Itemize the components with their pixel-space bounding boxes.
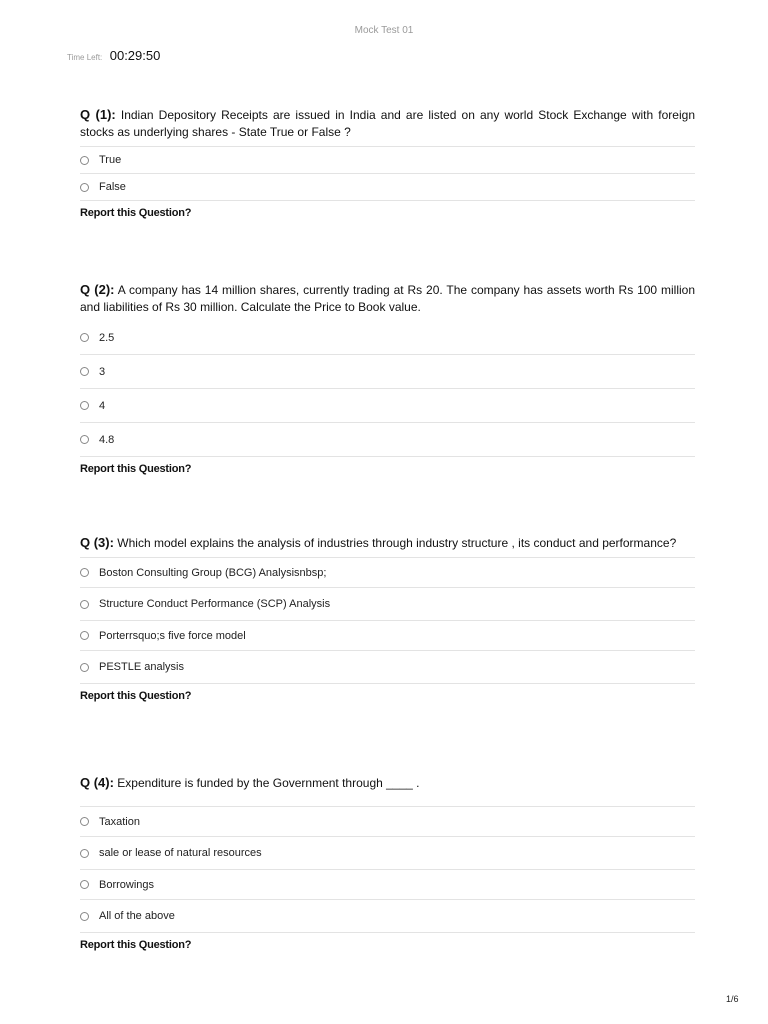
radio-icon[interactable] [80,912,89,921]
page-number: 1/6 [726,994,739,1004]
question-body: Which model explains the analysis of industries through industry structure , its conduct and performance? [117,536,677,550]
option-label: 4 [99,399,106,412]
question-body: Expenditure is funded by the Government through ____ . [117,776,420,790]
radio-icon[interactable] [80,435,89,444]
question-body: A company has 14 million shares, currently trading at Rs 20. The company has assets worth Rs 100 million and liabilities of Rs 30 million. Calculate the Price to Book value. [80,283,696,314]
option-a[interactable] [80,321,695,355]
option-c[interactable] [80,621,695,651]
question-4 [80,774,695,951]
options-list [80,806,695,933]
option-label: 2.5 [99,331,115,344]
question-1 [80,106,695,219]
radio-icon[interactable] [80,663,89,672]
option-label: True [99,154,122,166]
option-b[interactable] [80,588,695,621]
question-3 [80,534,695,702]
timer-label: Time Left: [67,53,103,62]
options-list [80,146,695,201]
option-label: Taxation [99,815,140,828]
report-question-link[interactable]: Report this Question? [80,207,192,219]
timer [67,47,160,65]
radio-icon[interactable] [80,401,89,410]
option-label: Borrowings [99,878,155,891]
options-list [80,557,695,684]
option-label: 4.8 [99,433,115,446]
radio-icon[interactable] [80,600,89,609]
radio-icon[interactable] [80,568,89,577]
question-2 [80,281,695,475]
option-d[interactable] [80,900,695,933]
option-label: Structure Conduct Performance (SCP) Analysis [99,598,331,610]
radio-icon[interactable] [80,333,89,342]
radio-icon[interactable] [80,817,89,826]
option-true[interactable] [80,147,695,174]
question-number: Q (4): [80,775,114,790]
option-c[interactable] [80,389,695,423]
radio-icon[interactable] [80,631,89,640]
radio-icon[interactable] [80,367,89,376]
option-d[interactable] [80,423,695,457]
option-b[interactable] [80,837,695,870]
radio-icon[interactable] [80,183,89,192]
options-list [80,321,695,457]
report-question-link[interactable]: Report this Question? [80,690,192,702]
question-text [80,281,695,316]
option-a[interactable] [80,558,695,588]
question-number: Q (3): [80,535,114,550]
question-body: Indian Depository Receipts are issued in India and are listed on any world Stock Exchange with foreign stocks as underlying shares - State True or False ? [80,108,695,139]
report-question-link[interactable]: Report this Question? [80,463,192,475]
option-label: PESTLE analysis [99,661,184,673]
option-d[interactable] [80,651,695,684]
radio-icon[interactable] [80,880,89,889]
report-question-link[interactable]: Report this Question? [80,939,192,951]
question-number: Q (2): [80,282,115,297]
page-title: Mock Test 01 [354,25,414,36]
option-label: False [99,181,126,193]
option-a[interactable] [80,807,695,837]
question-text [80,106,695,141]
option-label: Boston Consulting Group (BCG) Analysisnbsp; [99,566,327,579]
option-c[interactable] [80,870,695,900]
radio-icon[interactable] [80,156,89,165]
question-text [80,774,695,792]
option-b[interactable] [80,355,695,389]
question-number: Q (1): [80,107,116,122]
radio-icon[interactable] [80,849,89,858]
option-label: All of the above [99,910,175,922]
question-text [80,534,695,552]
option-label: sale or lease of natural resources [99,847,262,859]
timer-value: 00:29:50 [109,48,161,63]
option-false[interactable] [80,174,695,201]
option-label: 3 [99,365,106,378]
option-label: Porterrsquo;s five force model [99,629,246,642]
